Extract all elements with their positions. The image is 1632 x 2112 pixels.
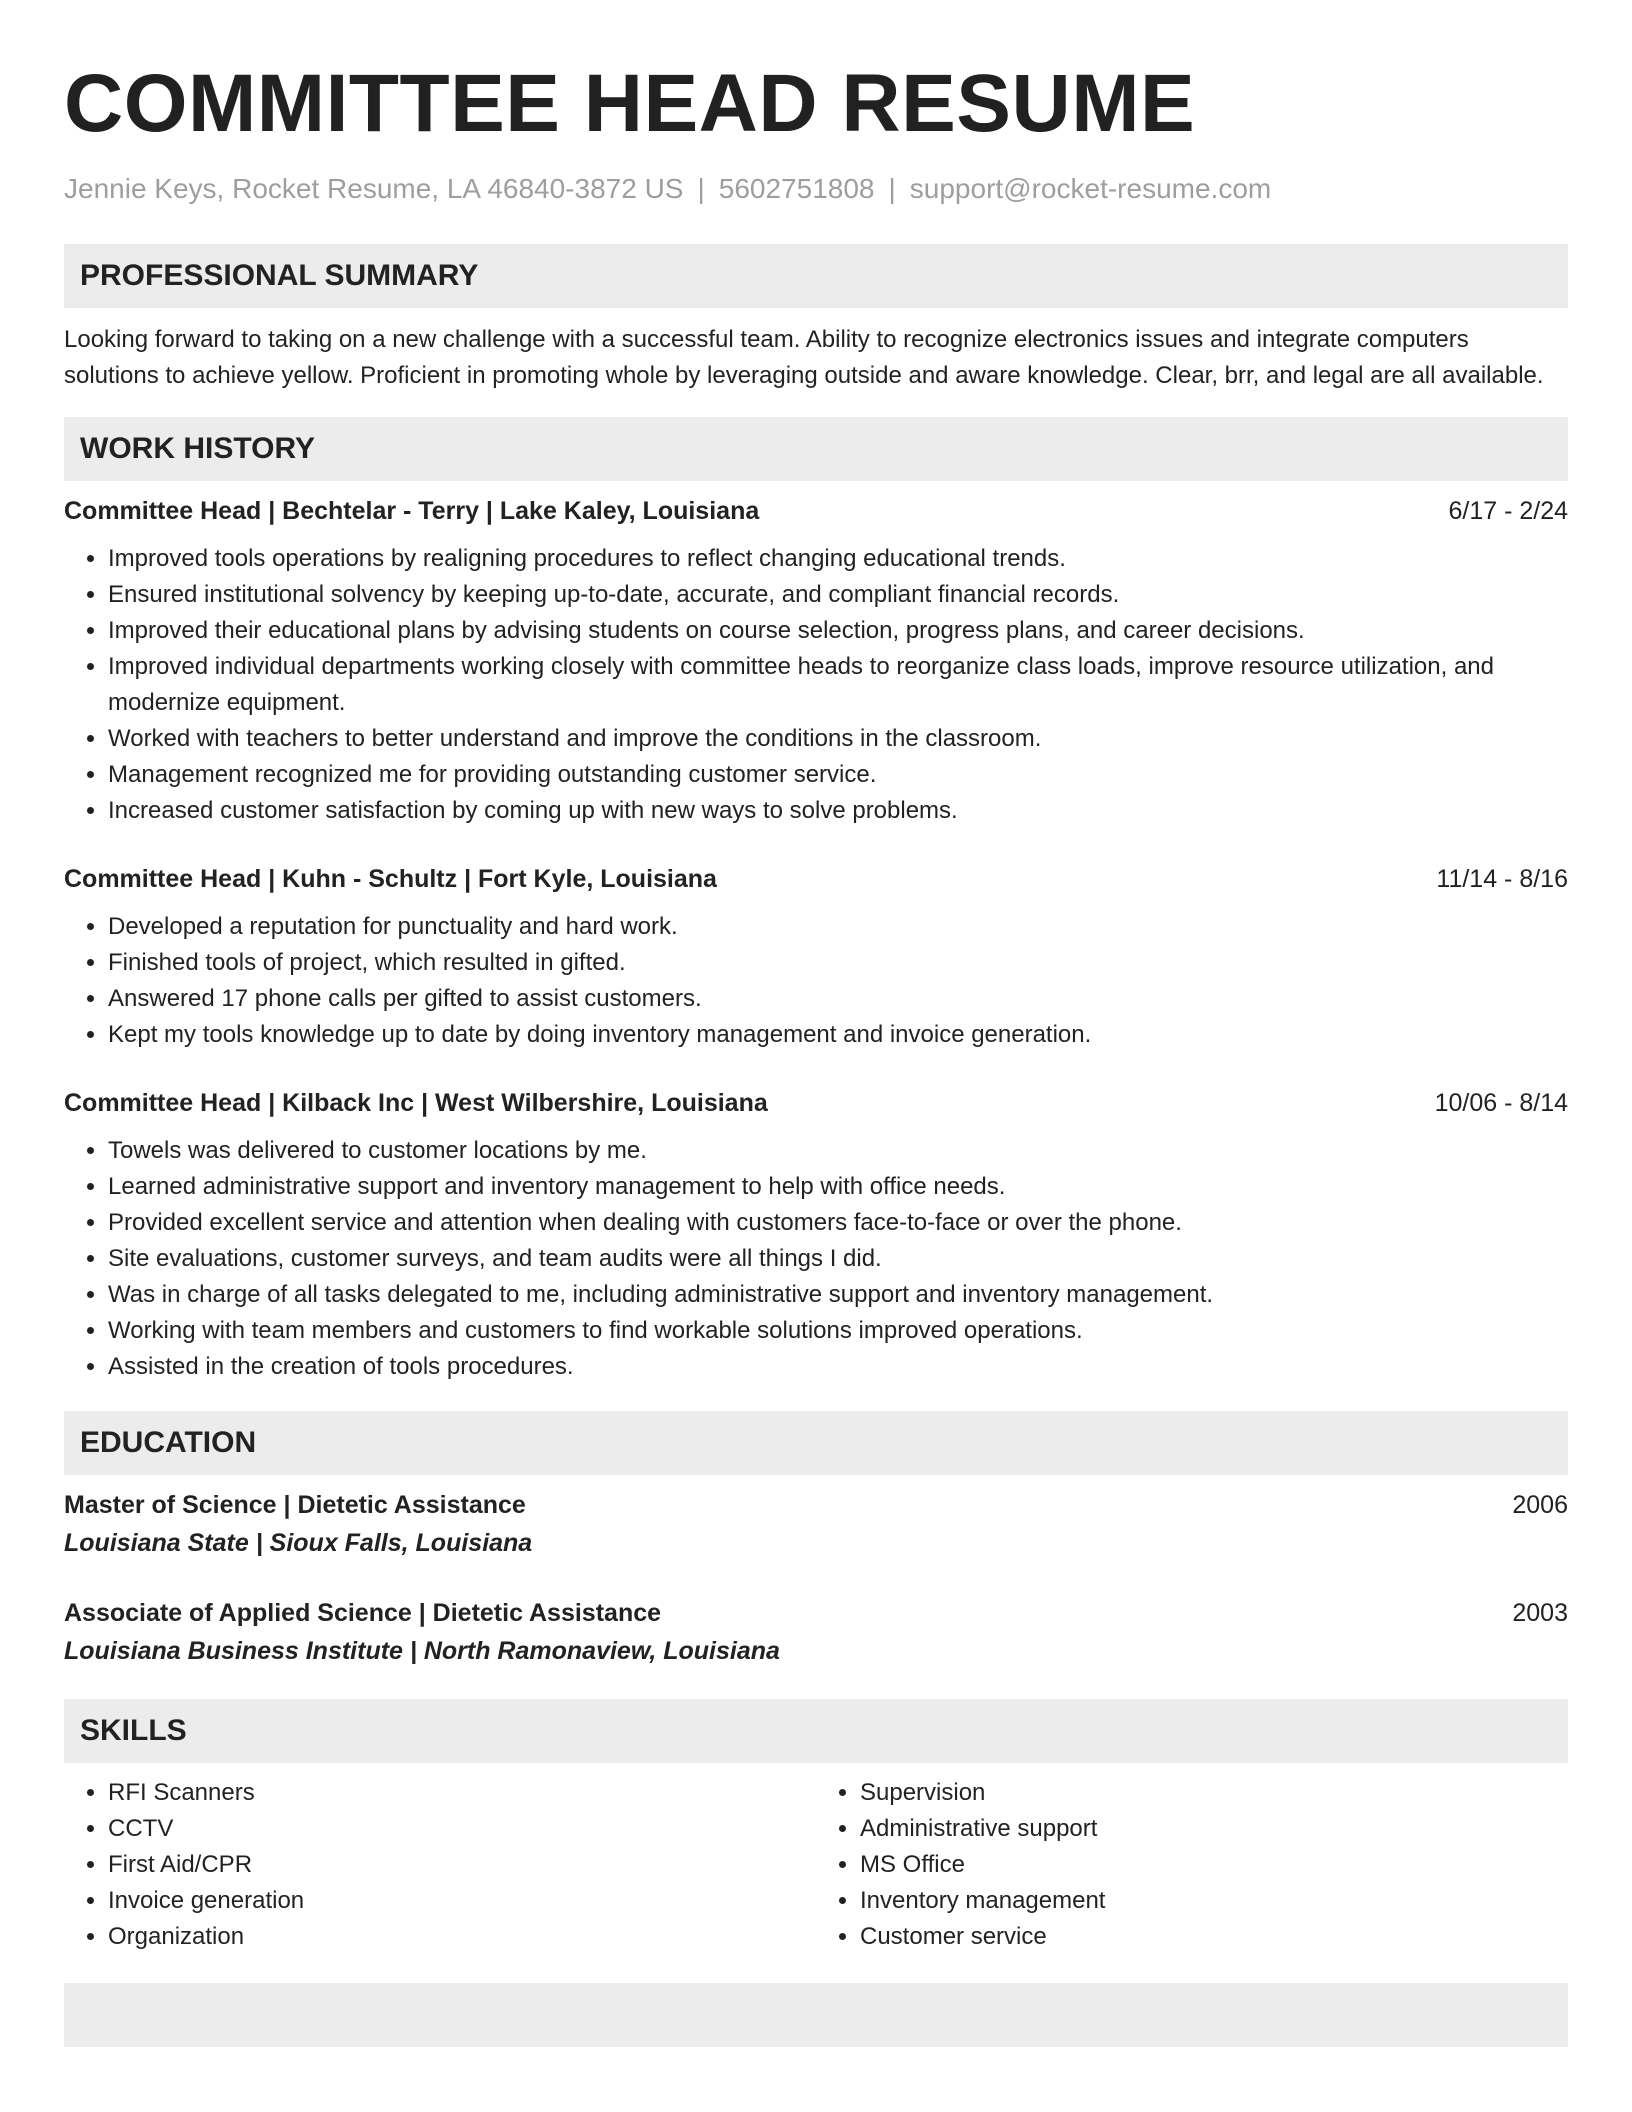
- job-bullet: • Was in charge of all tasks delegated to me, including administrative support and inventory management.: [108, 1277, 1568, 1313]
- education-entry: [64, 1595, 1568, 1669]
- summary-text: Looking forward to taking on a new challenge with a successful team. Ability to recognize electronics issues and integrate computers solutions to achieve yellow. Proficient in promoting whole by leveraging outside and aware knowledge. Clear, brr, and legal are all available.: [64, 326, 1544, 389]
- job-bullet: • Management recognized me for providing outstanding customer service.: [108, 757, 1568, 793]
- job-bullet: • Site evaluations, customer surveys, and team audits were all things I did.: [108, 1241, 1568, 1277]
- job-bullet: • Towels was delivered to customer locations by me.: [108, 1133, 1568, 1169]
- education-section-header: EDUCATION: [64, 1411, 1568, 1475]
- skill-item: • Administrative support: [860, 1811, 1568, 1847]
- job-entry: [64, 861, 1568, 1053]
- job-dates: 10/06 - 8/14: [1434, 1089, 1568, 1117]
- education-year: 2006: [1512, 1491, 1568, 1519]
- job-title: Committee Head | Kilback Inc | West Wilbershire, Louisiana: [64, 1089, 768, 1117]
- job-bullet: • Provided excellent service and attention when dealing with customers face-to-face or over the phone.: [108, 1205, 1568, 1241]
- skill-item: • Inventory management: [860, 1883, 1568, 1919]
- skills-section-header: SKILLS: [64, 1699, 1568, 1763]
- skill-item: • MS Office: [860, 1847, 1568, 1883]
- job-title: Committee Head | Kuhn - Schultz | Fort Kyle, Louisiana: [64, 865, 717, 893]
- job-header: [64, 493, 1568, 529]
- education-school: Louisiana Business Institute | North Ramonaview, Louisiana: [64, 1637, 780, 1665]
- contact-line: [64, 172, 1568, 206]
- job-title: Committee Head | Bechtelar - Terry | Lake Kaley, Louisiana: [64, 497, 760, 525]
- job-bullet: • Worked with teachers to better understand and improve the conditions in the classroom.: [108, 721, 1568, 757]
- education-degree: Master of Science | Dietetic Assistance: [64, 1491, 526, 1519]
- skill-item: • Invoice generation: [108, 1883, 816, 1919]
- next-section-header: [64, 1983, 1568, 2047]
- job-header: [64, 861, 1568, 897]
- education-year: 2003: [1512, 1599, 1568, 1627]
- job-bullet: • Kept my tools knowledge up to date by doing inventory management and invoice generation.: [108, 1017, 1568, 1053]
- contact-separator: |: [888, 173, 896, 204]
- work-history-section-header: WORK HISTORY: [64, 417, 1568, 481]
- skills-column-right: [816, 1775, 1568, 1955]
- skill-item: • Organization: [108, 1919, 816, 1955]
- job-entry: [64, 493, 1568, 829]
- job-bullets: [64, 1133, 1568, 1385]
- skills-column-left: [64, 1775, 816, 1955]
- contact-phone: 5602751808: [718, 173, 875, 204]
- job-bullet: • Answered 17 phone calls per gifted to assist customers.: [108, 981, 1568, 1017]
- job-bullet: • Improved individual departments working closely with committee heads to reorganize class loads, improve resource utilization, and modernize equipment.: [108, 649, 1568, 721]
- job-bullet: • Finished tools of project, which resulted in gifted.: [108, 945, 1568, 981]
- contact-separator: |: [697, 173, 705, 204]
- job-bullets: [64, 909, 1568, 1053]
- job-bullets: [64, 541, 1568, 829]
- job-dates: 6/17 - 2/24: [1448, 497, 1568, 525]
- education-entry: [64, 1487, 1568, 1561]
- job-bullet: • Learned administrative support and inventory management to help with office needs.: [108, 1169, 1568, 1205]
- job-dates: 11/14 - 8/16: [1436, 865, 1568, 893]
- education-degree: Associate of Applied Science | Dietetic Assistance: [64, 1599, 662, 1627]
- skill-item: • Customer service: [860, 1919, 1568, 1955]
- summary-section-header: PROFESSIONAL SUMMARY: [64, 244, 1568, 308]
- job-bullet: • Improved their educational plans by advising students on course selection, progress plans, and career decisions.: [108, 613, 1568, 649]
- skill-item: • RFI Scanners: [108, 1775, 816, 1811]
- job-entry: [64, 1085, 1568, 1385]
- job-bullet: • Ensured institutional solvency by keeping up-to-date, accurate, and compliant financial records.: [108, 577, 1568, 613]
- resume-title: COMMITTEE HEAD RESUME: [64, 58, 1196, 149]
- job-bullet: • Developed a reputation for punctuality and hard work.: [108, 909, 1568, 945]
- education-header: [64, 1487, 1568, 1523]
- job-header: [64, 1085, 1568, 1121]
- education-school: Louisiana State | Sioux Falls, Louisiana: [64, 1529, 533, 1557]
- job-bullet: • Assisted in the creation of tools procedures.: [108, 1349, 1568, 1385]
- job-bullet: • Improved tools operations by realigning procedures to reflect changing educational trends.: [108, 541, 1568, 577]
- skill-item: • First Aid/CPR: [108, 1847, 816, 1883]
- contact-address: Jennie Keys, Rocket Resume, LA 46840-3872 US: [64, 173, 684, 204]
- education-header: [64, 1595, 1568, 1631]
- job-bullet: • Increased customer satisfaction by coming up with new ways to solve problems.: [108, 793, 1568, 829]
- skill-item: • CCTV: [108, 1811, 816, 1847]
- job-bullet: • Working with team members and customers to find workable solutions improved operations.: [108, 1313, 1568, 1349]
- skill-item: • Supervision: [860, 1775, 1568, 1811]
- contact-email[interactable]: support@rocket-resume.com: [909, 173, 1272, 204]
- skills-grid: [64, 1775, 1568, 1955]
